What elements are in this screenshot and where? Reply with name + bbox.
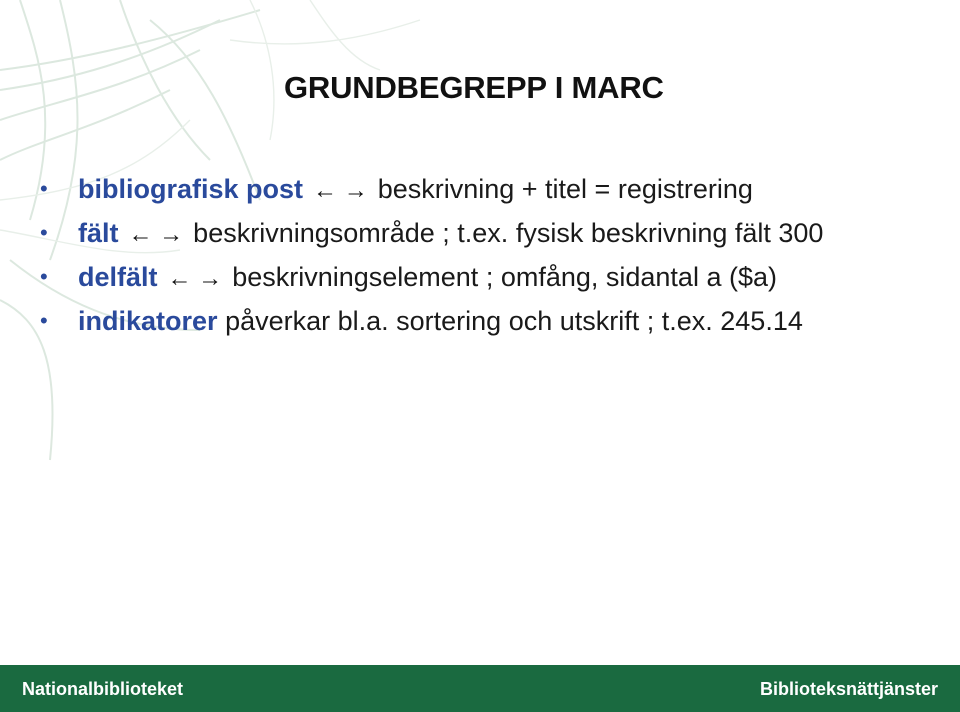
bullet-text: beskrivningselement ; omfång, sidantal a ($a) (232, 262, 777, 292)
bullet-text: påverkar bl.a. sortering och utskrift ; t.ex. 245.14 (225, 306, 803, 336)
bullet-keyword: bibliografisk post (78, 174, 304, 204)
footer-bar (0, 665, 960, 712)
bullet-text: beskrivningsområde ; t.ex. fysisk beskrivning fält 300 (193, 218, 824, 248)
bullet-text: beskrivning + titel = registrering (377, 174, 753, 204)
bullet-keyword: delfält (78, 262, 158, 292)
double-arrow-icon: ← → (128, 221, 184, 248)
bullet-dot-icon: • (40, 308, 48, 333)
double-arrow-icon: ← → (167, 265, 223, 292)
bullet-keyword: fält (78, 218, 119, 248)
bullet-item-delfalt (40, 260, 940, 296)
bullet-item-falt (40, 216, 940, 252)
bullet-dot-icon: • (40, 176, 48, 201)
bullet-dot-icon: • (40, 264, 48, 289)
bullet-item-bibliografisk-post (40, 172, 940, 208)
bullet-dot-icon: • (40, 220, 48, 245)
nationalbiblioteket-logo: Nationalbiblioteket (22, 679, 184, 699)
bullet-keyword: indikatorer (78, 306, 218, 336)
bullet-list (40, 172, 940, 338)
slide-title: GRUNDBEGREPP I MARC (284, 70, 664, 105)
bullet-item-indikatorer (40, 304, 940, 338)
biblioteksnattjanster-logo: Biblioteksnättjänster (759, 679, 938, 699)
double-arrow-icon: ← → (313, 177, 368, 204)
